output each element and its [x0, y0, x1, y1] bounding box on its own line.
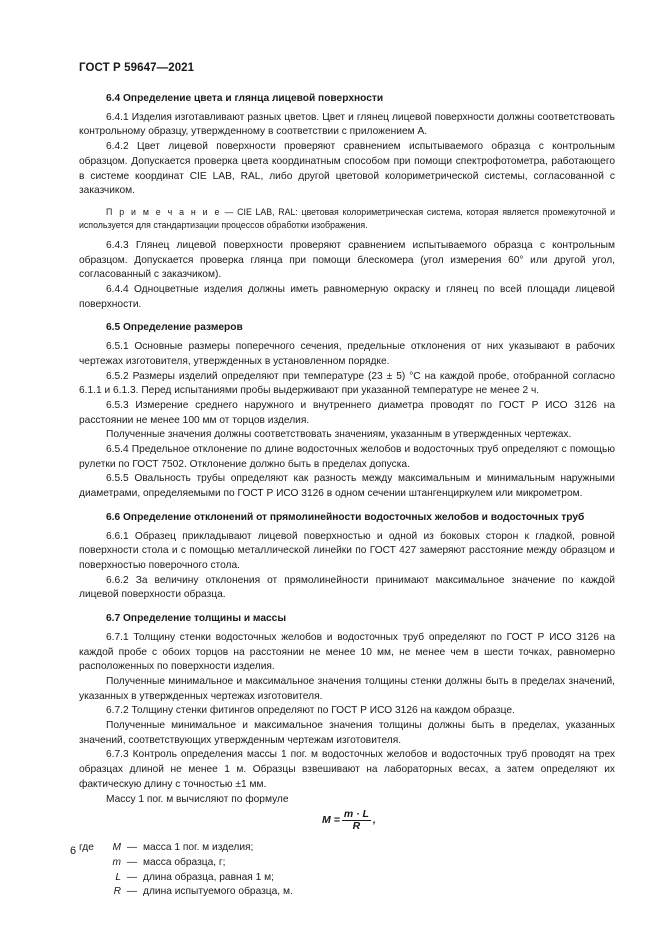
- paragraph-6-4-4: 6.4.4 Одноцветные изделия должны иметь равномерную окраску и глянец по всей площади лицевой поверхности.: [79, 284, 615, 310]
- formula-trailing: ,: [372, 814, 376, 827]
- note-text: — CIE LAB, RAL: цветовая колориметрическая система, которая является промежуточной и используется для стандартизации процессов обработки изображения.: [79, 206, 616, 230]
- variable-definitions: [79, 841, 615, 900]
- formula-block: [79, 807, 615, 837]
- paragraph-6-5-4: 6.5.4 Предельное отклонение по длине водосточных желобов и водосточных труб определяют с помощью рулетки по ГОСТ 7502. Отклонение должно быть в пределах допуска.: [79, 444, 615, 470]
- definition-row: [79, 885, 615, 900]
- note-label: П р и м е ч а н и е: [106, 206, 221, 217]
- mass-formula: [322, 809, 376, 832]
- section-heading-6-4: 6.4 Определение цвета и глянца лицевой поверхности: [106, 93, 384, 104]
- paragraph-6-5-5: 6.5.5 Овальность трубы определяют как разность между максимальным и минимальным наружными диаметрами, определяемыми по ГОСТ Р ИСО 3126 в одном сечении штангенциркулем или микрометром.: [79, 473, 615, 500]
- definition-dash: —: [126, 842, 138, 854]
- standard-designation: ГОСТ Р 59647—2021: [79, 62, 195, 74]
- definition-prefix: [79, 885, 100, 900]
- definition-prefix: где: [79, 842, 94, 854]
- definition-prefix: [79, 871, 100, 886]
- paragraph-6-4-1: 6.4.1 Изделия изготавливают разных цветов. Цвет и глянец лицевой поверхности должны соответствовать контрольному образцу, утвержденному в соответствии с приложением А.: [79, 111, 615, 138]
- paragraph-6-4-2: 6.4.2 Цвет лицевой поверхности проверяют сравнением испытываемого образца с контрольным образцом. Допускается проверка цвета координатным способом при помощи спектрофотометра, работающего в системе координат CIE LAB, RAL, либо другой цветовой колориметрической системы, согласованной с заказчиком.: [79, 141, 615, 197]
- definition-prefix: [79, 856, 100, 871]
- definition-row: [79, 856, 615, 871]
- paragraph-6-5-1: 6.5.1 Основные размеры поперечного сечения, предельные отклонения от них указывают в рабочих чертежах изготовителя, утвержденных в установленном порядке.: [79, 341, 615, 367]
- formula-fraction: [342, 809, 371, 832]
- section-heading-6-7: 6.7 Определение толщины и массы: [106, 613, 287, 625]
- definition-dash: —: [126, 856, 138, 868]
- formula-denominator: R: [352, 820, 361, 833]
- paragraph-6-5-3-result: Полученные значения должны соответствовать значениям, указанным в утвержденных чертежах.: [106, 429, 572, 441]
- paragraph-6-6-1: 6.6.1 Образец прикладывают лицевой поверхностью и одной из боковых сторон к гладкой, ровной поверхности стола и с помощью металлической линейки по ГОСТ 427 замеряют расстояние между образцом и поверхностью поверочного стола.: [79, 530, 615, 571]
- formula-numerator: m · L: [343, 808, 369, 821]
- paragraph-6-4-3: 6.4.3 Глянец лицевой поверхности проверяют сравнением испытываемого образца с контрольным образцом. Допускается проверка глянца при помощи блескомера (угол измерения 60° или другой угол, согласованный с заказчиком).: [79, 239, 615, 281]
- paragraph-6-7-3: 6.7.3 Контроль определения массы 1 пог. м водосточных желобов и водосточных труб проводят на трех образцах длиной не менее 1 м. Образцы взвешивают на лабораторных весах, а затем определяют их фактическую длину с точностью ±1 мм.: [79, 749, 615, 790]
- page-number: 6: [70, 845, 77, 857]
- formula-lhs: M: [322, 814, 331, 827]
- definition-text: масса образца, г;: [143, 856, 226, 868]
- note: [79, 206, 615, 232]
- formula-equals: =: [333, 814, 340, 827]
- section-heading-6-6: 6.6 Определение отклонений от прямолинейности водосточных желобов и водосточных труб: [106, 511, 585, 523]
- definition-text: длина образца, равная 1 м;: [143, 871, 274, 883]
- paragraph-6-5-3: 6.5.3 Измерение среднего наружного и внутреннего диаметра проводят по ГОСТ Р ИСО 3126 на расстоянии не менее 100 мм от торцов изделия.: [79, 399, 615, 426]
- definition-dash: —: [126, 871, 138, 883]
- paragraph-formula-intro: Массу 1 пог. м вычисляют по формуле: [106, 793, 289, 805]
- section-heading-6-5: 6.5 Определение размеров: [106, 322, 243, 334]
- paragraph-6-7-1: 6.7.1 Толщину стенки водосточных желобов и водосточных труб определяют по ГОСТ Р ИСО 3126 на каждой пробе с обоих торцов на расстоянии не менее 10 мм, не менее чем в шести точках, равномерно расположенных по поверхности изделия.: [79, 631, 615, 673]
- definition-symbol: L: [115, 871, 121, 883]
- definition-row: [79, 841, 615, 856]
- definition-row: [79, 871, 615, 886]
- paragraph-6-7-2: 6.7.2 Толщину стенки фитингов определяют по ГОСТ Р ИСО 3126 на каждом образце.: [106, 705, 515, 717]
- paragraph-6-7-2-result: Полученные минимальное и максимальное значения толщины должны быть в пределах, указанных значений, соответствующих утвержденным чертежам изготовителя.: [79, 720, 615, 746]
- paragraph-6-6-2: 6.6.2 За величину отклонения от прямолинейности принимают максимальное значение по каждой лицевой поверхности образца.: [79, 574, 615, 601]
- definition-text: масса 1 пог. м изделия;: [143, 842, 254, 854]
- paragraph-6-7-1-result: Полученные минимальное и максимальное значения толщины стенки должны быть в пределах значений, указанных в утвержденных чертежах изготовителя.: [79, 675, 615, 702]
- definition-text: длина испытуемого образца, м.: [143, 886, 293, 898]
- definition-symbol: m: [112, 856, 121, 868]
- document-body: [79, 92, 615, 900]
- definition-symbol: M: [112, 842, 121, 854]
- definition-dash: —: [126, 886, 138, 898]
- definition-symbol: R: [113, 886, 121, 898]
- paragraph-6-5-2: 6.5.2 Размеры изделий определяют при температуре (23 ± 5) °С на каждой пробе, отобранной согласно 6.1.1 и 6.1.3. Перед испытаниями пробы выдерживают при указанной температуре не менее 2 ч.: [79, 370, 615, 397]
